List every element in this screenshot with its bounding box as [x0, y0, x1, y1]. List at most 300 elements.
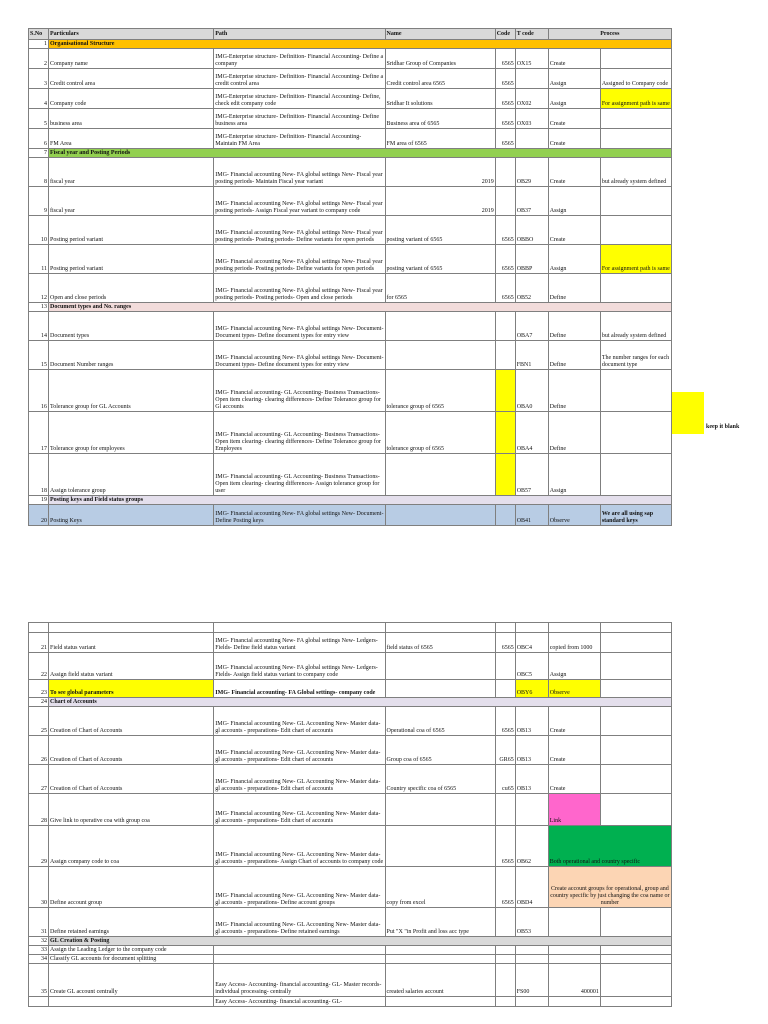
cell-name: [385, 997, 495, 1007]
cell-path: IMG-Enterprise structure- Definition- Financial Accounting- Define a credit control area: [214, 69, 385, 89]
cell-path: IMG- Financial accounting New- FA global settings New- Document- Define Posting keys: [214, 505, 385, 526]
cell-code: 6565: [495, 49, 515, 69]
cell-process: Define: [548, 274, 600, 303]
cell-code: 6565: [495, 89, 515, 109]
cell-tcode: OBBP: [515, 245, 548, 274]
cell-name: [385, 341, 495, 370]
cell-particulars: Define account group: [49, 867, 214, 908]
header-sno: S.No: [29, 29, 49, 40]
cell-path: IMG- Financial accounting New- FA global settings New- Document- Document types- Define document types for entry view: [214, 312, 385, 341]
table-row: [29, 826, 672, 867]
cell-name: 2019: [385, 187, 495, 216]
cell-name: Country specific coa of 6565: [385, 765, 495, 794]
cell-tcode: [515, 997, 548, 1007]
cell-process: Define: [548, 312, 600, 341]
cell-name: Operational coa of 6565: [385, 707, 495, 736]
cell-note: For assignment path is same: [600, 89, 671, 109]
cell-code: [495, 964, 515, 997]
cell-sno: 30: [29, 867, 49, 908]
cell-sno: 22: [29, 653, 49, 680]
cell-note: [600, 454, 671, 496]
cell-note: [600, 653, 671, 680]
cell-particulars: Assign tolerance group: [49, 454, 214, 496]
header-particulars: Particulars: [49, 29, 214, 40]
cell-sno: 20: [29, 505, 49, 526]
cell-path: Easy Access- Accounting- financial accounting- GL- Master records- individual processing- centrally: [214, 964, 385, 997]
cell-name: [385, 794, 495, 826]
cell-tcode: OBBO: [515, 216, 548, 245]
cell-code: 6565: [495, 245, 515, 274]
cell-name: posting variant of 6565: [385, 216, 495, 245]
cell-path: IMG- Financial accounting- GL Accounting- Business Transactions- Open item clearing- clearing differences- Assign tolerance group for user: [214, 454, 385, 496]
cell-sno: 31: [29, 908, 49, 937]
cell-name: tolerance group of 6565: [385, 412, 495, 454]
cell-sno: 21: [29, 633, 49, 653]
section-title: Organisational Structure: [49, 40, 672, 49]
table-row: [29, 653, 672, 680]
cell-sno: 23: [29, 680, 49, 698]
table-row: [29, 245, 672, 274]
cell-process: Create: [548, 765, 600, 794]
cell-particulars: Document Number ranges: [49, 341, 214, 370]
cell-tcode: OB29: [515, 158, 548, 187]
cell-process: Create: [548, 216, 600, 245]
cell-note: [600, 274, 671, 303]
cell-note: [600, 997, 671, 1007]
cell-tcode: OBA7: [515, 312, 548, 341]
cell-particulars: To see global parameters: [49, 680, 214, 698]
cell-sno: 6: [29, 129, 49, 149]
table-row: [29, 867, 672, 908]
section-row: [29, 303, 672, 312]
table-row: [29, 341, 672, 370]
cell-sno: 2: [29, 49, 49, 69]
cell-tcode: OB62: [515, 826, 548, 867]
cell-tcode: OBA4: [515, 412, 548, 454]
cell-sno: 5: [29, 109, 49, 129]
cell-tcode: [515, 955, 548, 964]
cell-process: [548, 955, 600, 964]
cell-tcode: FS00: [515, 964, 548, 997]
cell-tcode: OB13: [515, 765, 548, 794]
cell-note: [600, 109, 671, 129]
cell-sno: 35: [29, 964, 49, 997]
cell-code: 6565: [495, 707, 515, 736]
cell-sno: 8: [29, 158, 49, 187]
table-row: [29, 412, 672, 454]
cell-note: For assignment path is same: [600, 245, 671, 274]
cell-path: IMG- Financial accounting New- GL Accounting New- Master data- gl accounts - preparations- Edit chart of accounts: [214, 707, 385, 736]
cell-path: IMG- Financial accounting New- FA global settings New- Fiscal year posting periods- Posting periods- Define variants for open periods: [214, 216, 385, 245]
header-name: Name: [385, 29, 495, 40]
table-row: [29, 908, 672, 937]
cell-code: cu65: [495, 765, 515, 794]
cell-code: 6565: [495, 633, 515, 653]
cell-process: Create: [548, 736, 600, 765]
cell-sno: 19: [29, 496, 49, 505]
cell-tcode: [515, 69, 548, 89]
cell-note: [600, 370, 671, 412]
cell-sno: 24: [29, 698, 49, 707]
cell-path: IMG- Financial accounting New- FA global settings New- Ledgers- Fields- Define field status variant: [214, 633, 385, 653]
cell-path: IMG- Financial accounting New- GL Accounting New- Master data- gl accounts - preparations- Assign Chart of accounts to company code: [214, 826, 385, 867]
header-tcode: T code: [515, 29, 548, 40]
cell-sno: 18: [29, 454, 49, 496]
cell-process: Create: [548, 707, 600, 736]
cell-particulars: business area: [49, 109, 214, 129]
cell-code: [495, 312, 515, 341]
cell-tcode: OBD4: [515, 867, 548, 908]
table-row: [29, 736, 672, 765]
cell-tcode: [515, 794, 548, 826]
cell-path: IMG-Enterprise structure- Definition- Financial Accounting- Define business area: [214, 109, 385, 129]
cell-note: [600, 908, 671, 937]
cell-sno: 4: [29, 89, 49, 109]
cell-name: field status of 6565: [385, 633, 495, 653]
table-row: [29, 109, 672, 129]
cell-path: IMG- Financial accounting New- FA global settings New- Ledgers- Fields- Assign field status variant to company code: [214, 653, 385, 680]
table-row: [29, 955, 672, 964]
table-row: [29, 707, 672, 736]
cell-path: IMG- Financial accounting New- GL Accounting New- Master data- gl accounts - preparations- Define account groups: [214, 867, 385, 908]
cell-tcode: OX02: [515, 89, 548, 109]
cell-particulars: fiscal year: [49, 158, 214, 187]
cell-note: [600, 707, 671, 736]
cell-sno: 9: [29, 187, 49, 216]
cell-tcode: OB13: [515, 736, 548, 765]
cell-particulars: Document types: [49, 312, 214, 341]
cell-name: 2019: [385, 158, 495, 187]
cell-particulars: Classify GL accounts for document splitting: [49, 955, 214, 964]
cell-code: [495, 412, 515, 454]
cell-sno: 29: [29, 826, 49, 867]
cell-empty: [49, 623, 214, 633]
section-title: Fiscal year and Posting Periods: [49, 149, 672, 158]
table-row: [29, 633, 672, 653]
cell-tcode: FBN1: [515, 341, 548, 370]
cell-process: Create: [548, 129, 600, 149]
cell-name: [385, 653, 495, 680]
cell-code: 6565: [495, 867, 515, 908]
cell-tcode: OB37: [515, 187, 548, 216]
cell-name: for 6565: [385, 274, 495, 303]
cell-name: [385, 312, 495, 341]
cell-sno: 32: [29, 937, 49, 946]
cell-particulars: Posting Keys: [49, 505, 214, 526]
table-row: [29, 794, 672, 826]
cell-particulars: Credit control area: [49, 69, 214, 89]
cell-sno: 16: [29, 370, 49, 412]
cell-particulars: Assign field status variant: [49, 653, 214, 680]
cell-note: [600, 765, 671, 794]
table-row: [29, 274, 672, 303]
cell-note: The number ranges for each document type: [600, 341, 671, 370]
cell-code: [495, 997, 515, 1007]
spreadsheet-table-2: [28, 622, 672, 1007]
cell-process: 400001: [548, 964, 600, 997]
cell-name: [385, 505, 495, 526]
table-row: [29, 69, 672, 89]
cell-note: Assigned to Company code: [600, 69, 671, 89]
cell-name: [385, 680, 495, 698]
cell-tcode: OBC5: [515, 653, 548, 680]
cell-process: Link: [548, 794, 600, 826]
cell-path: IMG- Financial accounting New- FA global settings New- Fiscal year posting periods- Posting periods- Define variants for open periods: [214, 245, 385, 274]
cell-name: Business area of 6565: [385, 109, 495, 129]
cell-code: [495, 794, 515, 826]
cell-tcode: OX03: [515, 109, 548, 129]
cell-process: copied from 1000: [548, 633, 600, 653]
cell-note: Create account groups for operational, group and country specific by just changing the coa name or number: [548, 867, 671, 908]
header-code: Code: [495, 29, 515, 40]
table-row: [29, 964, 672, 997]
spreadsheet-table-1: [28, 28, 672, 526]
cell-process: Create: [548, 49, 600, 69]
cell-note: [600, 736, 671, 765]
cell-code: 6565: [495, 216, 515, 245]
cell-code: [495, 454, 515, 496]
cell-name: [385, 946, 495, 955]
cell-particulars: Creation of Chart of Accounts: [49, 765, 214, 794]
header-process: Process: [548, 29, 671, 40]
cell-process: Assign: [548, 245, 600, 274]
cell-sno: 15: [29, 341, 49, 370]
cell-code: [495, 505, 515, 526]
cell-process: Assign: [548, 187, 600, 216]
cell-note: but already system defined: [600, 158, 671, 187]
cell-path: IMG- Financial accounting- FA Global settings- company code: [214, 680, 385, 698]
cell-sno: 11: [29, 245, 49, 274]
cell-name: created salaries account: [385, 964, 495, 997]
cell-code: [495, 187, 515, 216]
cell-tcode: OB13: [515, 707, 548, 736]
cell-sno: 27: [29, 765, 49, 794]
cell-path: IMG- Financial accounting New- FA global settings New- Fiscal year posting periods- Assign Fiscal year variant to company code: [214, 187, 385, 216]
section-title: Chart of Accounts: [49, 698, 672, 707]
cell-code: 6565: [495, 274, 515, 303]
cell-process: Define: [548, 341, 600, 370]
cell-tcode: [515, 129, 548, 149]
cell-sno: 10: [29, 216, 49, 245]
section-row: [29, 149, 672, 158]
cell-empty: [548, 623, 600, 633]
cell-note: [600, 680, 671, 698]
cell-sno: 12: [29, 274, 49, 303]
cell-empty: [495, 623, 515, 633]
cell-particulars: Creation of Chart of Accounts: [49, 707, 214, 736]
cell-name: posting variant of 6565: [385, 245, 495, 274]
cell-process: [548, 908, 600, 937]
cell-particulars: Company code: [49, 89, 214, 109]
cell-path: IMG- Financial accounting New- GL Accounting New- Master data- gl accounts - preparations- Edit chart of accounts: [214, 794, 385, 826]
cell-sno: 26: [29, 736, 49, 765]
cell-particulars: Posting period variant: [49, 245, 214, 274]
cell-name: copy from excel: [385, 867, 495, 908]
section-title: GL Creation & Posting: [49, 937, 672, 946]
cell-particulars: Creation of Chart of Accounts: [49, 736, 214, 765]
cell-path: IMG- Financial accounting New- GL Accounting New- Master data- gl accounts - preparations- Edit chart of accounts: [214, 765, 385, 794]
highlight-cell: [672, 392, 704, 434]
cell-path: IMG-Enterprise structure- Definition- Financial Accounting- Define a company: [214, 49, 385, 69]
cell-particulars: FM Area: [49, 129, 214, 149]
cell-note: We are all using sap standard keys: [600, 505, 671, 526]
cell-code: [495, 946, 515, 955]
cell-code: [495, 341, 515, 370]
cell-name: [385, 454, 495, 496]
cell-note: [600, 49, 671, 69]
cell-process: [548, 946, 600, 955]
cell-particulars: Give link to operative coa with group coa: [49, 794, 214, 826]
cell-particulars: Company name: [49, 49, 214, 69]
cell-path: IMG-Enterprise structure- Definition- Financial Accounting- Maintain FM Area: [214, 129, 385, 149]
cell-process: Observe: [548, 505, 600, 526]
cell-empty: [600, 623, 671, 633]
table-row: [29, 370, 672, 412]
cell-process: Assign: [548, 69, 600, 89]
cell-particulars: Create GL account centrally: [49, 964, 214, 997]
cell-tcode: [515, 946, 548, 955]
cell-path: Easy Access- Accounting- financial accounting- GL-: [214, 997, 385, 1007]
cell-particulars: fiscal year: [49, 187, 214, 216]
cell-sno: 3: [29, 69, 49, 89]
cell-note: [600, 129, 671, 149]
cell-name: [385, 826, 495, 867]
cell-tcode: OB41: [515, 505, 548, 526]
cell-empty: [515, 623, 548, 633]
cell-tcode: OB52: [515, 274, 548, 303]
cell-path: IMG- Financial accounting New- FA global settings New- Fiscal year posting periods- Maintain Fiscal year variant: [214, 158, 385, 187]
cell-note: [600, 794, 671, 826]
cell-process: [548, 997, 600, 1007]
cell-note: but already system defined: [600, 312, 671, 341]
table-row: [29, 765, 672, 794]
cell-name: Put "X "in Profit and loss acc type: [385, 908, 495, 937]
cell-note: [600, 633, 671, 653]
cell-note: [600, 216, 671, 245]
cell-particulars: Tolerance group for employees: [49, 412, 214, 454]
section-row: [29, 496, 672, 505]
cell-process: Assign: [548, 454, 600, 496]
cell-name: tolerance group of 6565: [385, 370, 495, 412]
cell-particulars: Posting period variant: [49, 216, 214, 245]
table-row: [29, 89, 672, 109]
section-row: [29, 40, 672, 49]
cell-process: Both operational and country specific: [548, 826, 671, 867]
cell-tcode: OBY6: [515, 680, 548, 698]
table-row: [29, 187, 672, 216]
cell-particulars: Assign company code to coa: [49, 826, 214, 867]
section-row: [29, 698, 672, 707]
cell-sno: 13: [29, 303, 49, 312]
cell-process: Create: [548, 109, 600, 129]
cell-note: [600, 412, 671, 454]
cell-empty: [385, 623, 495, 633]
table-row: [29, 997, 672, 1007]
cell-path: IMG-Enterprise structure- Definition- Financial Accounting- Define, check edit company code: [214, 89, 385, 109]
header-row: [29, 29, 672, 40]
cell-process: Define: [548, 370, 600, 412]
cell-particulars: [49, 997, 214, 1007]
table-row: [29, 454, 672, 496]
cell-code: 6565: [495, 129, 515, 149]
cell-sno: 14: [29, 312, 49, 341]
cell-path: IMG- Financial accounting New- FA global settings New- Fiscal year posting periods- Posting periods- Open and close periods: [214, 274, 385, 303]
cell-path: IMG- Financial accounting- GL Accounting- Business Transactions- Open item clearing- clearing differences- Define Tolerance group for Gl accounts: [214, 370, 385, 412]
table-row: [29, 158, 672, 187]
cell-code: GR65: [495, 736, 515, 765]
table-row: [29, 129, 672, 149]
table-row: [29, 946, 672, 955]
cell-process: Create: [548, 158, 600, 187]
cell-note: [600, 187, 671, 216]
cell-process: Assign: [548, 89, 600, 109]
cell-note: [600, 955, 671, 964]
cell-empty: [29, 623, 49, 633]
cell-sno: [29, 997, 49, 1007]
cell-code: 6565: [495, 109, 515, 129]
table-row: [29, 49, 672, 69]
cell-code: 6565: [495, 69, 515, 89]
table-row: [29, 505, 672, 526]
cell-name: Sridhar Group of Companies: [385, 49, 495, 69]
section-title: Posting keys and Field status groups: [49, 496, 672, 505]
cell-code: [495, 955, 515, 964]
cell-particulars: Tolerance group for GL Accounts: [49, 370, 214, 412]
table-row: [29, 680, 672, 698]
cell-path: IMG- Financial accounting New- GL Accounting New- Master data- gl accounts - preparations- Define retained earnings: [214, 908, 385, 937]
cell-tcode: OBA0: [515, 370, 548, 412]
cell-code: [495, 158, 515, 187]
cell-path: IMG- Financial accounting New- FA global settings New- Document- Document types- Define document types for entry view: [214, 341, 385, 370]
cell-note: [600, 946, 671, 955]
cell-process: Observe: [548, 680, 600, 698]
cell-code: [495, 653, 515, 680]
cell-tcode: OBC4: [515, 633, 548, 653]
cell-particulars: Assign the Leading Ledger to the company code: [49, 946, 214, 955]
cell-code: [495, 370, 515, 412]
cell-particulars: Field status variant: [49, 633, 214, 653]
cell-name: FM area of 6565: [385, 129, 495, 149]
cell-name: Group coa of 6565: [385, 736, 495, 765]
cell-path: [214, 946, 385, 955]
cell-particulars: Define retained earnings: [49, 908, 214, 937]
header-path: Path: [214, 29, 385, 40]
cell-sno: 34: [29, 955, 49, 964]
cell-name: [385, 955, 495, 964]
table-row: [29, 312, 672, 341]
cell-sno: 1: [29, 40, 49, 49]
cell-note: [600, 964, 671, 997]
section-row: [29, 937, 672, 946]
cell-tcode: OB53: [515, 908, 548, 937]
cell-empty: [214, 623, 385, 633]
cell-code: [495, 908, 515, 937]
cell-name: Sridhar It solutions: [385, 89, 495, 109]
cell-sno: 33: [29, 946, 49, 955]
cell-process: Define: [548, 412, 600, 454]
cell-code: [495, 680, 515, 698]
cell-process: Assign: [548, 653, 600, 680]
table-row: [29, 216, 672, 245]
side-note: keep it blank: [706, 424, 740, 430]
cell-path: IMG- Financial accounting New- GL Accounting New- Master data- gl accounts - preparations- Edit chart of accounts: [214, 736, 385, 765]
table-row: [29, 623, 672, 633]
section-title: Document types and No. ranges: [49, 303, 672, 312]
cell-path: [214, 955, 385, 964]
cell-code: 6565: [495, 826, 515, 867]
cell-name: Credit control area 6565: [385, 69, 495, 89]
cell-tcode: OB57: [515, 454, 548, 496]
